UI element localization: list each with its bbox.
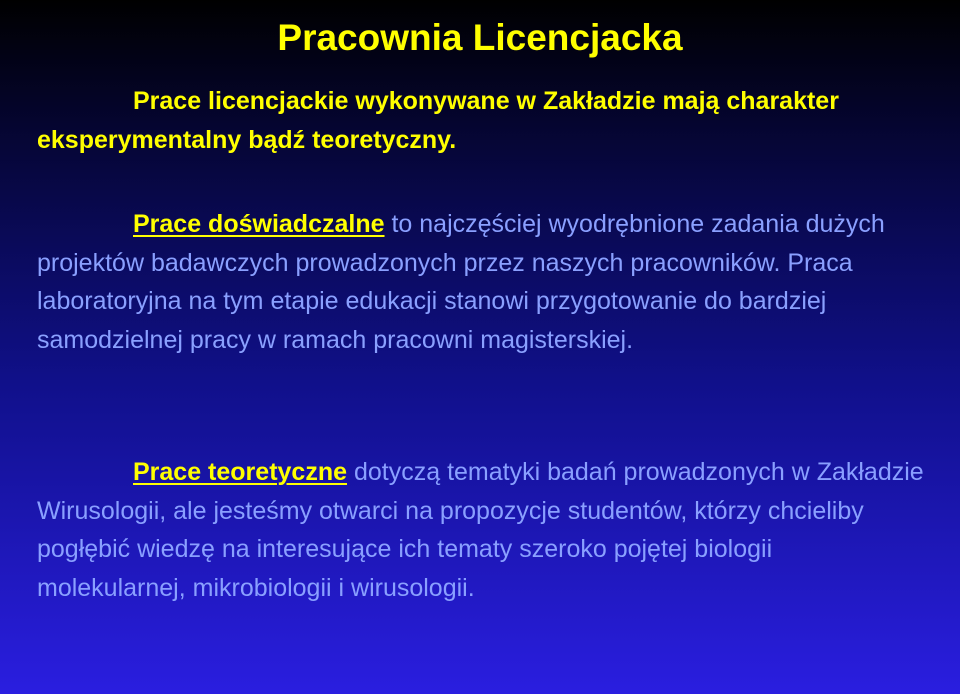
experimental-lead: Prace doświadczalne (133, 210, 385, 238)
slide-title: Pracownia Licencjacka (277, 17, 683, 58)
experimental-text: to najczęściej wyodrębnione zadania dużych projektów badawczych prowadzonych przez naszych pracowników. Praca laboratoryjna na tym etapie edukacji stanowi przygotowanie do bardziej samodzielnej pracy w ramach pracowni magisterskiej. (37, 210, 885, 354)
experimental-paragraph (37, 205, 927, 359)
theoretical-text: dotyczą tematyki badań prowadzonych w Zakładzie Wirusologii, ale jesteśmy otwarci na propozycje studentów, którzy chcieliby pogłębić wiedzę na interesujące ich tematy szeroko pojętej biologii molekularnej, mikrobiologii i wirusologii. (37, 458, 924, 602)
intro-paragraph: Prace licencjackie wykonywane w Zakładzie mają charakter eksperymentalny bądź teoretyczny. (37, 87, 839, 154)
theoretical-paragraph (37, 453, 927, 607)
theoretical-lead: Prace teoretyczne (133, 458, 348, 486)
